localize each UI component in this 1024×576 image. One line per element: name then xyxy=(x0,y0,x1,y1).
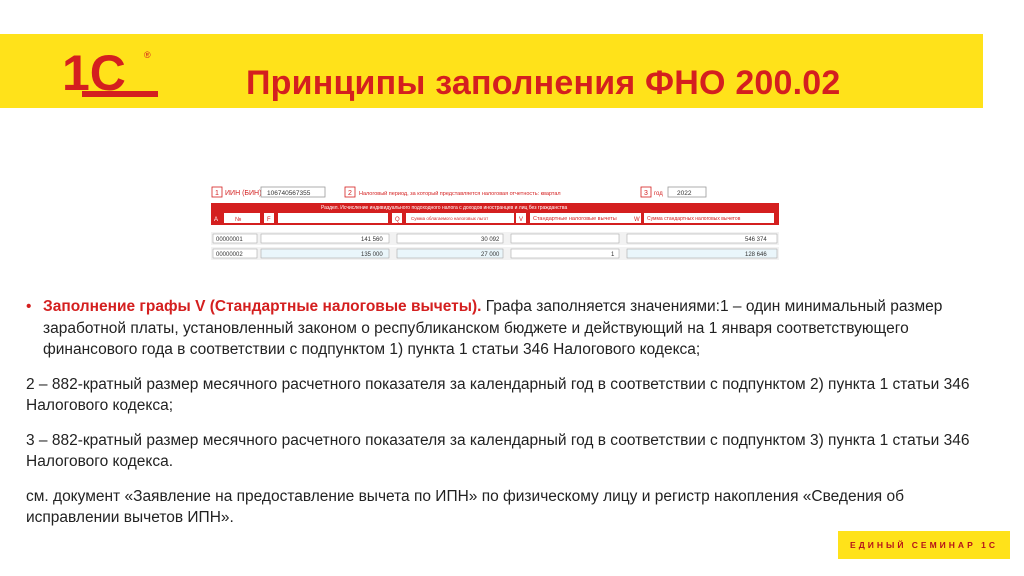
bullet-paragraph xyxy=(43,296,1001,361)
row2-v: 1 xyxy=(611,252,615,258)
col-letter-a: A xyxy=(214,217,219,223)
logo-text: 1С xyxy=(62,45,126,100)
field2-label: Налоговый период, за который представляется налоговая отчетность: квартал xyxy=(359,191,561,197)
col-letter-f: F xyxy=(267,217,271,223)
bullet-highlight: Заполнение графы V (Стандартные налоговые вычеты). xyxy=(43,298,482,315)
section-title: Раздел. Исчисление индивидуального подоходного налога с доходов иностранцев и лиц без гражданства xyxy=(321,205,568,211)
row1-w: 546 374 xyxy=(745,237,767,243)
row2-u: 27 000 xyxy=(481,252,500,258)
bullet-marker: • xyxy=(26,298,32,315)
row1-id: 00000001 xyxy=(216,237,243,243)
col-letter-v: V xyxy=(519,217,524,223)
bullet-item xyxy=(26,296,1001,361)
footer-badge xyxy=(838,531,1010,559)
paragraph-2: 2 – 882-кратный размер месячного расчетного показателя за календарный год в соответствии с подпунктом 2) пункта 1 статьи 346 Налогового кодекса; xyxy=(26,375,970,414)
paragraph-4: см. документ «Заявление на предоставление вычета по ИПН» по физическому лицу и регистр накопления «Сведения об исправлении вычетов ИПН». xyxy=(26,487,904,526)
field1-label: ИИН (БИН) xyxy=(225,190,262,197)
year-label: год xyxy=(654,191,663,197)
bullet-text: Графа заполняется значениями:1 – один минимальный размер заработной платы, установленный законом о республиканском бюджете и действующий на 1 января соответствующего финансового года в соответствии с подпунктом 1) пункта 1 статьи 346 Налогового кодекса; xyxy=(43,298,943,358)
col-label-v: Стандартные налоговые вычеты xyxy=(533,216,617,222)
field3-value: 2022 xyxy=(677,190,692,197)
field2-num: 2 xyxy=(348,190,352,197)
row1-u: 30 092 xyxy=(481,237,500,243)
footer-badge-text: ЕДИНЫЙ СЕМИНАР 1С xyxy=(850,540,998,550)
col-letter-q: Q xyxy=(395,217,400,223)
col-letter-w: W xyxy=(634,217,640,223)
field1-value: 106740567355 xyxy=(267,190,311,197)
slide-content xyxy=(26,296,1001,529)
registered-mark: ® xyxy=(144,50,151,60)
field1-num: 1 xyxy=(215,190,219,197)
col-label-a: № xyxy=(235,217,242,223)
row1-f: 141 560 xyxy=(361,237,383,243)
field3-num: 3 xyxy=(644,190,648,197)
tax-form-image xyxy=(211,170,779,261)
row2-id: 00000002 xyxy=(216,252,243,258)
col-label-q: Сумма облагаемого налоговых льгот xyxy=(411,216,489,221)
paragraph-3: 3 – 882-кратный размер месячного расчетного показателя за календарный год в соответствии с подпунктом 3) пункта 1 статьи 346 Налогового кодекса. xyxy=(26,431,970,470)
col-label-w: Сумма стандартных налоговых вычетов xyxy=(647,216,741,222)
row2-f: 135 000 xyxy=(361,252,383,258)
page-title: Принципы заполнения ФНО 200.02 xyxy=(246,64,841,102)
1c-logo-icon xyxy=(60,44,170,100)
row2-w: 128 646 xyxy=(745,252,767,258)
